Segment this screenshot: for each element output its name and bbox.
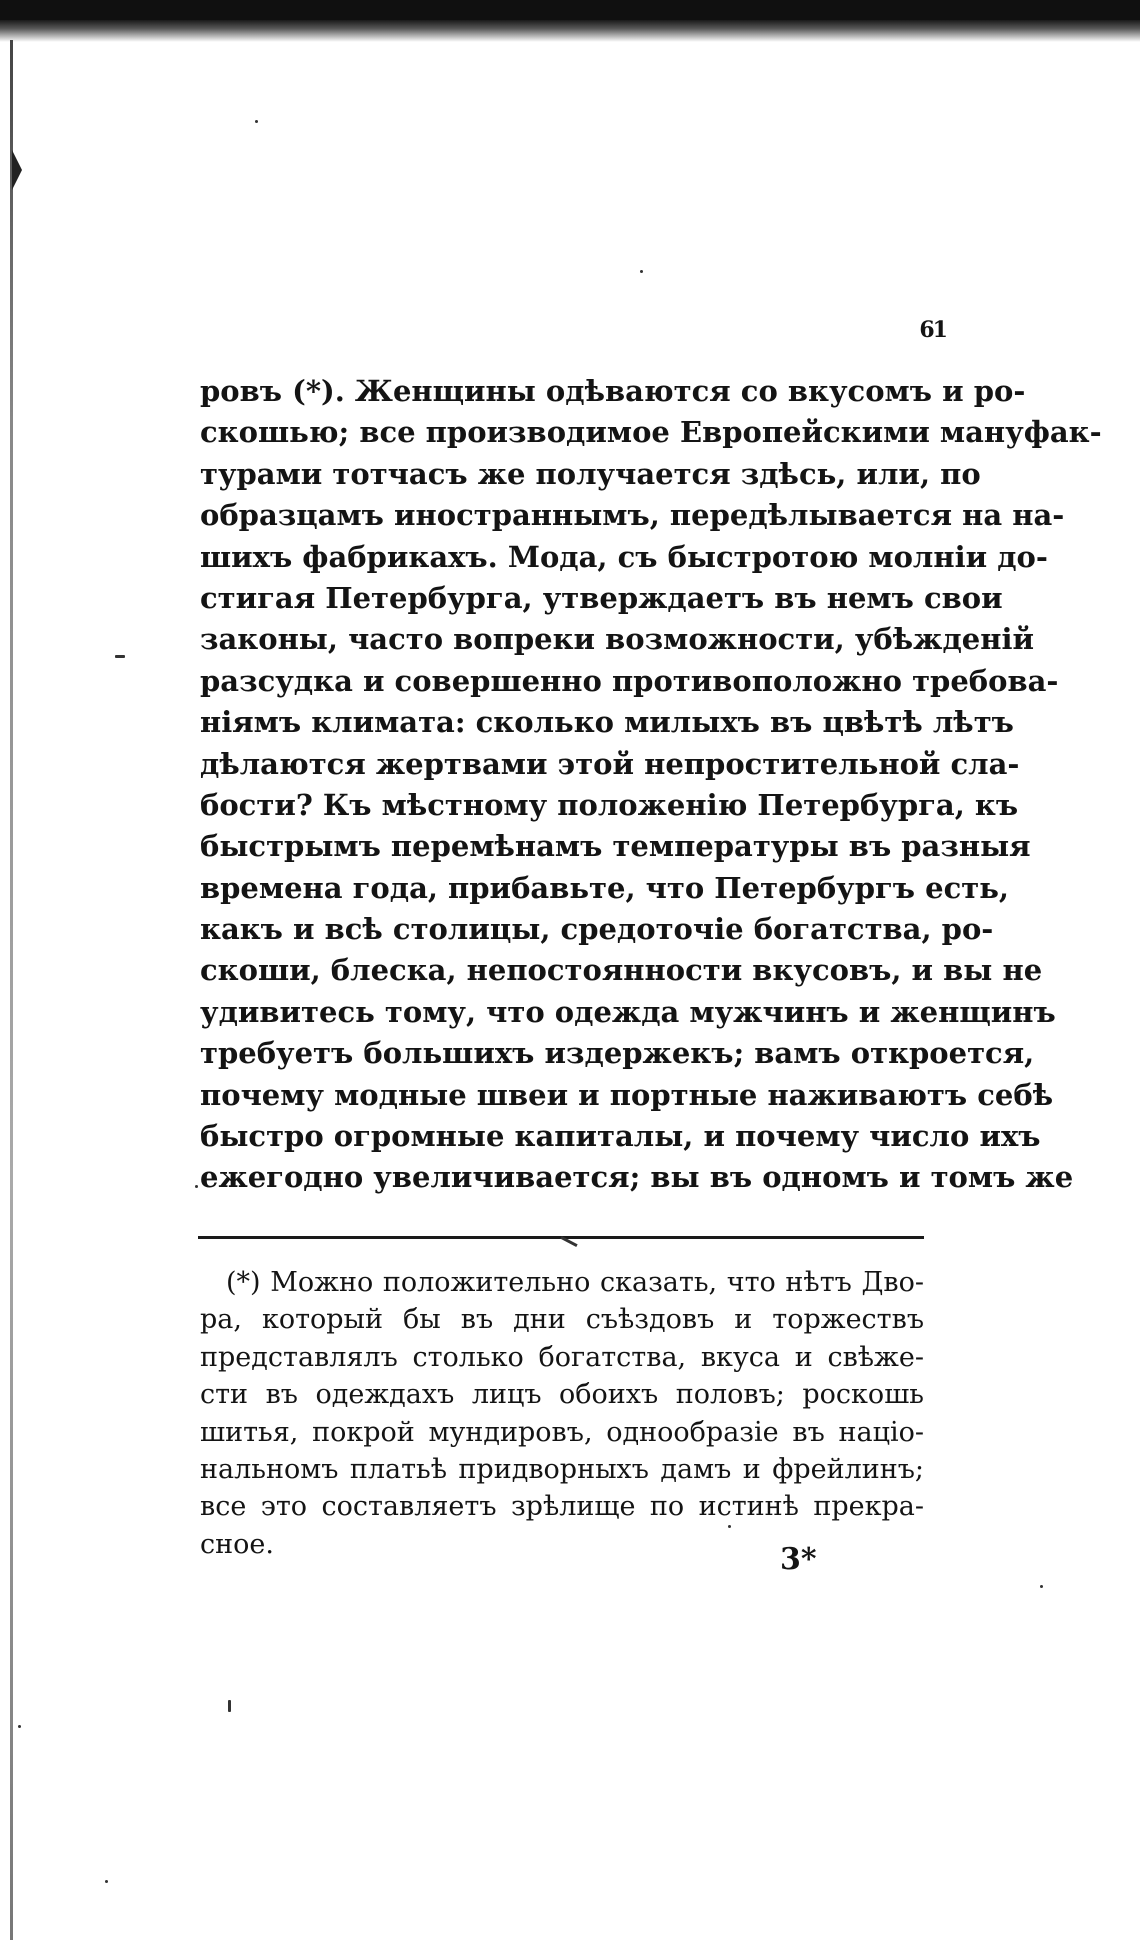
scan-speck: [1040, 1585, 1043, 1588]
footnote-line: сное.: [200, 1528, 274, 1560]
footnote-line: шитья, покрой мундировъ, однообразіе въ націо-: [200, 1416, 924, 1448]
text-line: ровъ (*). Женщины одѣваются со вкусомъ и ро-: [200, 374, 1026, 408]
text-line: образцамъ иностраннымъ, передѣлывается на на-: [200, 498, 1065, 533]
scan-speck: [228, 1700, 231, 1712]
text-line: бости? Къ мѣстному положенію Петербурга, къ: [200, 787, 1019, 822]
text-line: скоши, блеска, непостоянности вкусовъ, и вы не: [200, 953, 1043, 988]
text-line: шихъ фабрикахъ. Мода, съ быстротою молніи до-: [200, 539, 1048, 574]
footnote-line: (*) Можно положительно сказать, что нѣтъ Дво-: [226, 1267, 924, 1298]
scan-speck: [18, 1725, 21, 1728]
signature-mark: 3*: [780, 1542, 817, 1577]
text-line: дѣлаются жертвами этой непростительной сла-: [200, 746, 1020, 781]
text-line: законы, часто вопреки возможности, убѣжденій: [200, 622, 1034, 657]
page-number: 61: [919, 317, 946, 343]
text-line: ніямъ климата: сколько милыхъ въ цвѣтѣ лѣтъ: [200, 705, 1014, 740]
text-line: ежегодно увеличивается; вы въ одномъ и томъ же: [200, 1160, 1074, 1195]
text-line: турами тотчасъ же получается здѣсь, или, по: [200, 456, 981, 491]
text-line: времена года, прибавьте, что Петербургъ есть,: [200, 870, 1009, 905]
main-text-block: [200, 371, 1102, 1199]
footnote-line: все это составляетъ зрѣлище по истинѣ прекра-: [200, 1491, 924, 1523]
scan-top-shadow: [0, 20, 1140, 42]
scan-speck: [640, 270, 643, 273]
scan-speck: [195, 1185, 198, 1188]
text-line: быстрымъ перемѣнамъ температуры въ разныя: [200, 829, 1031, 864]
text-line: скошью; все производимое Европейскими мануфак-: [200, 415, 1102, 450]
footnote-line: сти въ одеждахъ лицъ обоихъ половъ; роскошь: [200, 1379, 924, 1411]
footnote-line: ра, который бы въ дни съѣздовъ и торжествъ: [200, 1304, 924, 1336]
scan-speck: [105, 1880, 108, 1883]
scan-speck: [115, 655, 125, 658]
footnote-line: нальномъ платьѣ придворныхъ дамъ и фрейлинъ;: [200, 1453, 924, 1485]
footnote-block: [200, 1264, 924, 1563]
text-line: требуетъ большихъ издержекъ; вамъ откроется,: [200, 1036, 1035, 1071]
text-line: удивитесь тому, что одежда мужчинъ и женщинъ: [200, 994, 1056, 1029]
text-line: почему модные швеи и портные наживаютъ себѣ: [200, 1077, 1054, 1112]
scan-left-border: [10, 40, 13, 1940]
text-line: какъ и всѣ столицы, средоточіе богатства, ро-: [200, 912, 994, 947]
scan-speck: [255, 120, 258, 123]
text-line: разсудка и совершенно противоположно требова-: [200, 663, 1059, 698]
footnote-line: представлялъ столько богатства, вкуса и свѣже-: [200, 1341, 924, 1373]
scan-left-notch: [12, 150, 22, 190]
text-line: стигая Петербурга, утверждаетъ въ немъ свои: [200, 580, 1003, 615]
text-line: быстро огромные капиталы, и почему число ихъ: [200, 1119, 1041, 1154]
